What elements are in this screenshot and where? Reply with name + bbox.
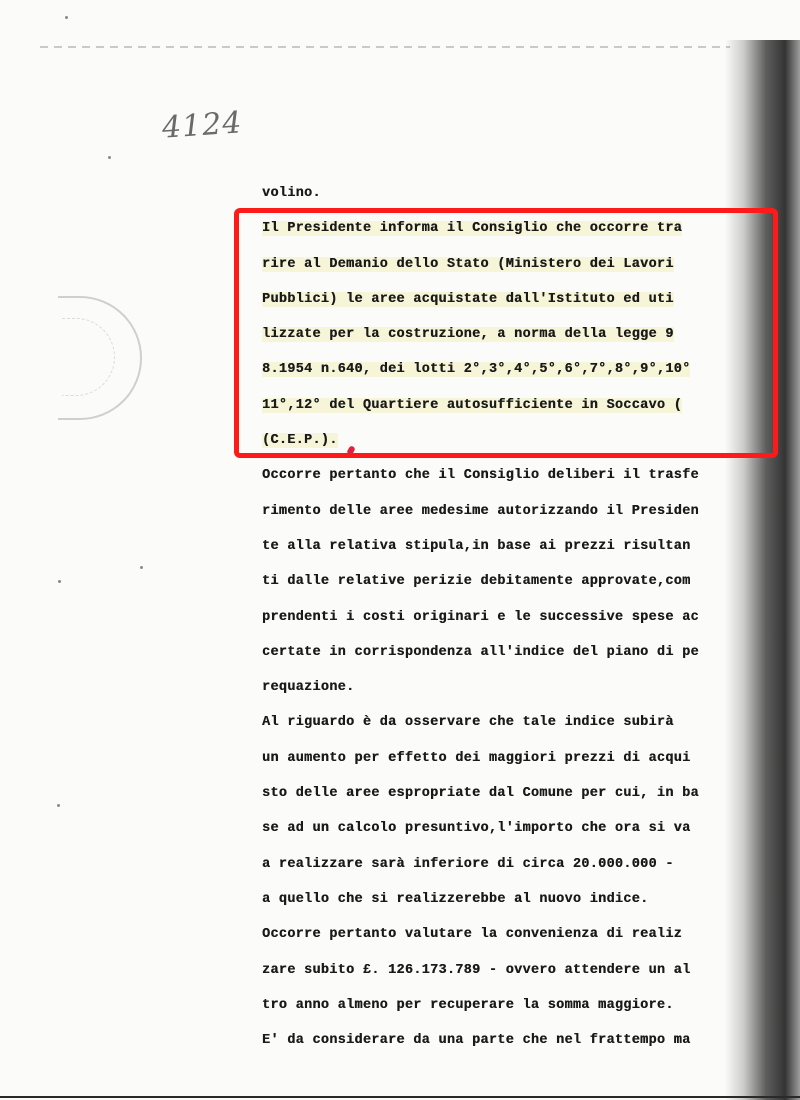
text-line: rimento delle aree medesime autorizzando il Presiden xyxy=(262,503,699,519)
text-line: E' da considerare da una parte che nel frattempo ma xyxy=(262,1033,691,1049)
handwritten-page-number: 4124 xyxy=(160,105,244,146)
dust-speck xyxy=(57,804,60,807)
text-line: sto delle aree espropriate dal Comune per cui, in ba xyxy=(262,786,699,802)
highlighted-text: rire al Demanio dello Stato (Ministero dei Lavori xyxy=(262,256,674,272)
text-line: a realizzare sarà inferiore di circa 20.000.000 - xyxy=(262,856,674,872)
highlighted-text: Pubblici) le aree acquistate dall'Istituto ed uti xyxy=(262,291,674,307)
text-line: prendenti i costi originari e le successive spese ac xyxy=(262,609,699,625)
text-line: certate in corrispondenza all'indice del piano di pe xyxy=(262,644,699,660)
highlighted-text: (C.E.P.). xyxy=(262,433,338,449)
top-divider xyxy=(40,46,730,48)
text-line: Occorre pertanto che il Consiglio deliberi il trasfe xyxy=(262,468,699,484)
dust-speck xyxy=(140,566,143,569)
bottom-divider xyxy=(0,1096,800,1098)
text-line: volino. xyxy=(262,186,321,201)
highlighted-text: Il Presidente informa il Consiglio che occorre tra xyxy=(262,221,683,237)
text-line: requazione. xyxy=(262,680,355,696)
text-line: ti dalle relative perizie debitamente approvate,com xyxy=(262,574,691,590)
text-line: tro anno almeno per recuperare la somma maggiore. xyxy=(262,997,674,1013)
text-line: un aumento per effetto dei maggiori prezzi di acqui xyxy=(262,750,691,766)
highlighted-text: 8.1954 n.640, dei lotti 2°,3°,4°,5°,6°,7°,8°,9°,10° xyxy=(262,362,691,378)
text-line: a quello che si realizzerebbe al nuovo indice. xyxy=(262,891,649,907)
text-line: te alla relativa stipula,in base ai prezzi risultan xyxy=(262,538,691,554)
highlighted-text: 11°,12° del Quartiere autosufficiente in Soccavo ( xyxy=(262,397,683,413)
highlighted-text: lizzate per la costruzione, a norma della legge 9 xyxy=(262,327,674,343)
text-line: se ad un calcolo presuntivo,l'importo che ora si va xyxy=(262,821,691,837)
dust-speck xyxy=(108,156,111,159)
text-line: Occorre pertanto valutare la convenienza di realiz xyxy=(262,927,683,943)
text-line: Al riguardo è da osservare che tale indice subirà xyxy=(262,715,674,731)
text-line: zare subito £. 126.173.789 - ovvero attendere un al xyxy=(262,962,691,978)
dust-speck xyxy=(58,580,61,583)
red-highlight-box xyxy=(234,208,778,458)
dust-speck xyxy=(65,16,68,19)
